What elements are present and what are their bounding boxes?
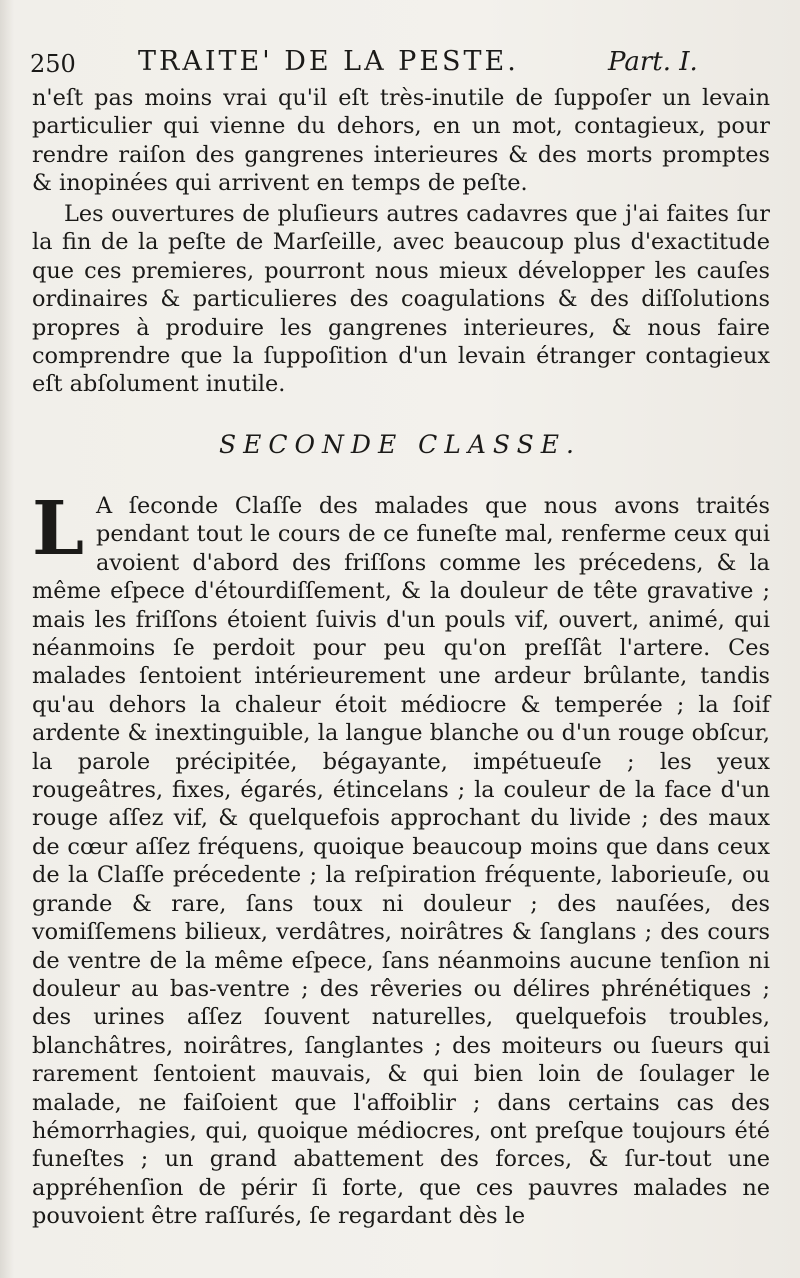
section-title: SECONDE CLASSE.	[219, 430, 581, 459]
running-title: TRAITE' DE LA PESTE.	[138, 46, 519, 77]
drop-cap: L	[32, 486, 85, 572]
paragraph-2: Les ouvertures de pluſieurs autres cadavres que j'ai faites ſur la fin de la peſte de Marſeille, avec beaucoup plus d'exactitude que ces premieres, pourront nous mieux développer les cauſes ordinaires & particulieres des coagulations & des diſſolutions propres à produire les gangrenes interieures, & nous faire comprendre que la ſuppoſition d'un levain étranger contagieux eſt abſolument inutile.	[32, 201, 770, 398]
paragraph-1: n'eſt pas moins vrai qu'il eſt très-inutile de ſuppoſer un levain particulier qui vienne du dehors, en un mot, contagieux, pour rendre raiſon des gangrenes interieures & des morts promptes & inopinées qui arrivent en temps de peſte.	[32, 85, 770, 197]
part-label: Part. I.	[608, 47, 698, 77]
paragraph-3	[32, 486, 770, 1231]
running-header	[30, 44, 770, 80]
paragraph-3-text: A ſeconde Claſſe des malades que nous avons traités pendant tout le cours de ce funeſte mal, renferme ceux qui avoient d'abord des friſſons comme les précedens, & la même eſpece d'étourdiſſement, & la douleur de tête gravative ; mais les friſſons étoient ſuivis d'un pouls vif, ouvert, animé, qui néanmoins ſe perdoit pour peu qu'on preſſât l'artere. Ces malades ſentoient intérieurement une ardeur brûlante, tandis qu'au dehors la chaleur étoit médiocre & temperée ; la ſoif ardente & inextinguible, la langue blanche ou d'un rouge obſcur, la parole précipitée, bégayante, impétueuſe ; les yeux rougeâtres, fixes, égarés, étincelans ; la couleur de la face d'un rouge aſſez vif, & quelquefois approchant du livide ; des maux de cœur aſſez fréquens, quoique beaucoup moins que dans ceux de la Claſſe précedente ; la reſpiration fréquente, laborieuſe, ou grande & rare, ſans toux ni douleur ; des nauſées, des vomiſſemens bilieux, verdâtres, noirâtres & ſanglans ; des cours de ventre de la même eſpece, ſans néanmoins aucune tenſion ni douleur au bas-ventre ; des rêveries ou délires phrénétiques ; des urines aſſez ſouvent naturelles, quelquefois troubles, blanchâtres, noirâtres, ſanglantes ; des moiteurs ou ſueurs qui rarement ſentoient mauvais, & qui bien loin de ſoulager le malade, ne faiſoient que l'affoiblir ; dans certains cas des hémorrhagies, qui, quoique médiocres, ont preſque toujours été funeſtes ; un grand abattement des forces, & ſur-tout une appréhenſion de périr ſi forte, que ces pauvres malades ne pouvoient être raſſurés, ſe regardant dès le	[32, 493, 770, 1230]
page-number: 250	[30, 50, 76, 78]
